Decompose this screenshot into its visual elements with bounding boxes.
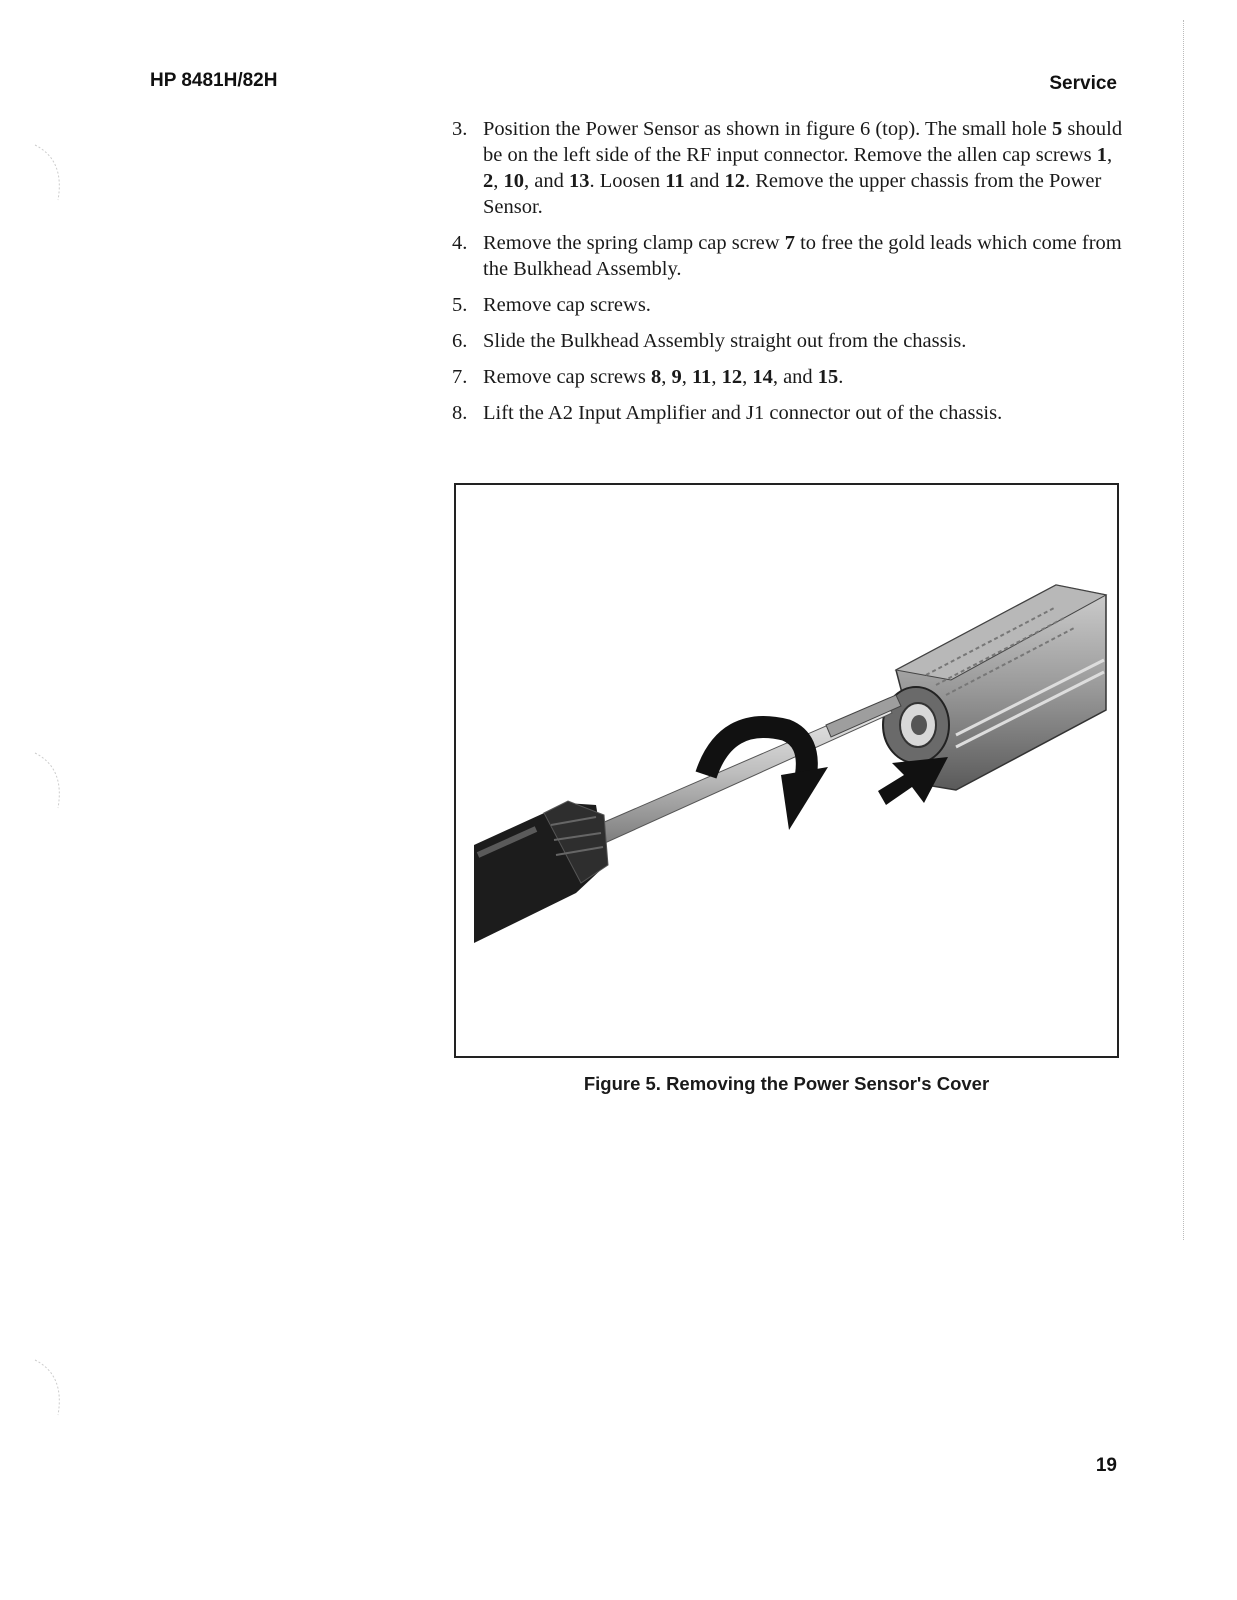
step-text-run: to free the gold leads which come from the Bulkhead Assembly. [483, 232, 1122, 280]
step-number: 3. [452, 118, 468, 140]
step-text-run: Remove cap screws [483, 366, 651, 388]
binder-margin-line [1183, 20, 1185, 1240]
reference-number: 14 [752, 366, 773, 388]
step-number: 4. [452, 232, 468, 254]
step-text-run: , and [772, 366, 818, 388]
procedure-step [452, 292, 1132, 318]
procedure-step [452, 230, 1132, 282]
reference-number: 12 [721, 366, 743, 388]
step-number: 6. [452, 330, 468, 352]
step-text-run: . Remove the upper chassis from the Power Sensor. [483, 170, 1102, 218]
reference-number: 12 [724, 170, 745, 192]
binder-hole-mark [30, 1355, 70, 1430]
procedure-step [452, 364, 1132, 390]
step-text-run: , [661, 366, 672, 388]
procedure-step [452, 116, 1132, 220]
reference-number: 1 [1096, 144, 1107, 166]
procedure-step [452, 328, 1132, 354]
step-text-run: Remove the spring clamp cap screw [483, 232, 785, 254]
reference-number: 10 [503, 170, 524, 192]
screwdriver [474, 695, 901, 943]
procedure-steps [452, 116, 1132, 436]
step-text [483, 366, 843, 388]
procedure-step [452, 400, 1132, 426]
step-number: 7. [452, 366, 468, 388]
step-text-run: Slide the Bulkhead Assembly straight out from the chassis. [483, 330, 967, 352]
reference-number: 11 [691, 366, 712, 388]
step-text [483, 330, 966, 352]
step-number: 5. [452, 294, 468, 316]
step-text [483, 118, 1122, 218]
step-text-run: and [684, 170, 725, 192]
step-text-run: Position the Power Sensor as shown in figure 6 (top). The small hole [483, 118, 1053, 140]
reference-number: 5 [1052, 118, 1063, 140]
step-text-run: , [681, 366, 692, 388]
reference-number: 9 [671, 366, 682, 388]
step-text-run: , [742, 366, 753, 388]
step-text [483, 402, 1002, 424]
header-model: HP 8481H/82H [150, 70, 278, 91]
reference-number: 8 [650, 366, 662, 388]
reference-number: 2 [483, 170, 494, 192]
reference-number: 7 [784, 232, 795, 254]
binder-hole-mark [30, 140, 70, 215]
step-text [483, 232, 1122, 280]
binder-hole-mark [30, 748, 70, 823]
step-text [483, 294, 651, 316]
step-text-run: should be on the left side of the RF input connector. Remove the allen cap screws [483, 118, 1123, 166]
step-number: 8. [452, 402, 468, 424]
screwdriver-removing-cover-illustration [456, 485, 1117, 1056]
step-text-run: , and [524, 170, 569, 192]
figure-caption: Figure 5. Removing the Power Sensor's Cover [583, 1073, 990, 1094]
step-text-run: , [1106, 144, 1113, 166]
step-text-run: Lift the A2 Input Amplifier and J1 connector out of the chassis. [483, 402, 1003, 424]
step-text-run: . [838, 366, 844, 388]
figure-frame [454, 483, 1119, 1058]
reference-number: 11 [665, 170, 685, 192]
step-text-run: , [493, 170, 504, 192]
header-section: Service [1049, 73, 1117, 94]
reference-number: 15 [817, 366, 839, 388]
step-text-run: , [711, 366, 722, 388]
step-text-run: Remove cap screws. [483, 294, 651, 316]
reference-number: 13 [568, 170, 590, 192]
step-text-run: . Loosen [589, 170, 666, 192]
page-number: 19 [1095, 1455, 1117, 1476]
